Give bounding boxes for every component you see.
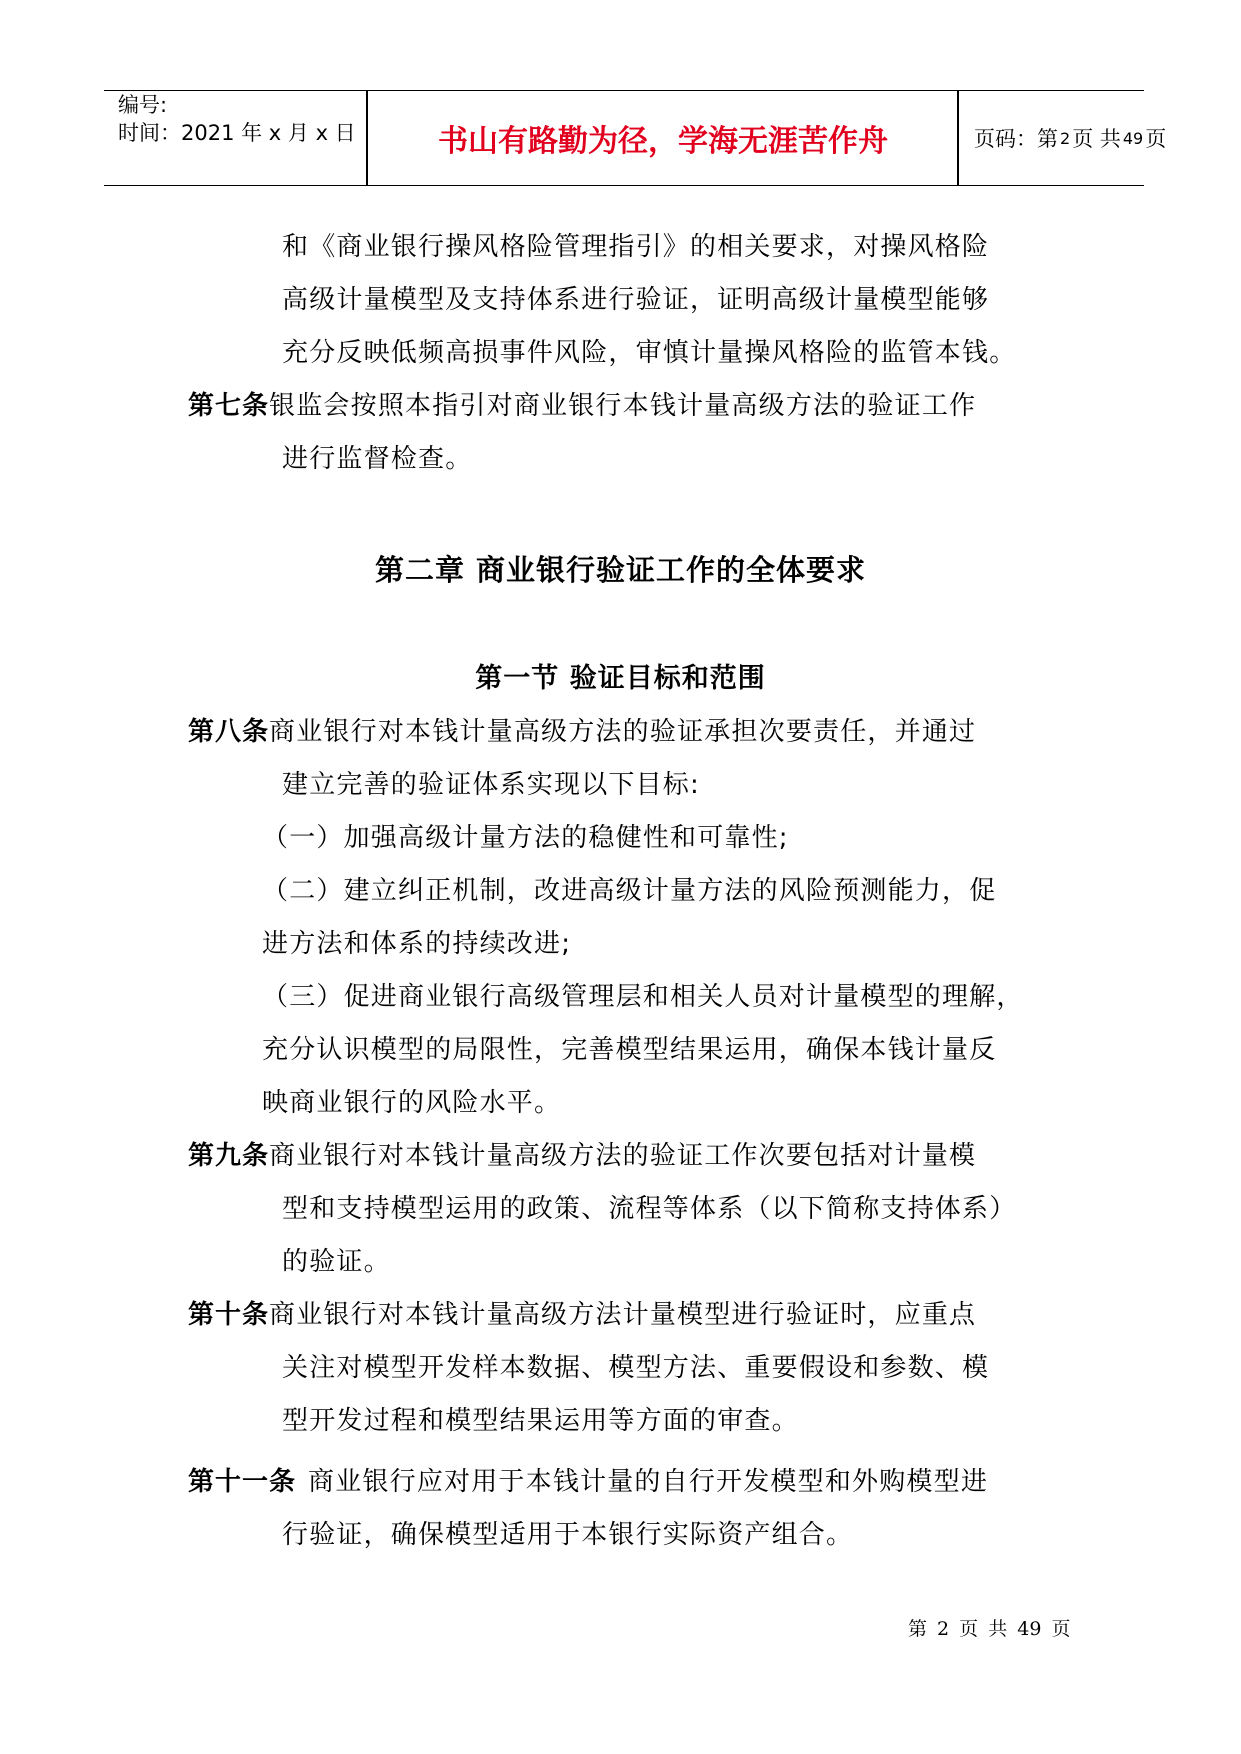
page-prefix: 页码：第 bbox=[974, 127, 1058, 151]
header-meta bbox=[118, 91, 366, 185]
list-item: （一）加强高级计量方法的稳健性和可靠性; bbox=[262, 823, 789, 853]
page-number: 2 bbox=[1060, 128, 1071, 148]
chapter-title: 第二章 商业银行验证工作的全体要求 bbox=[374, 553, 867, 587]
article-label: 第十一条 bbox=[188, 1467, 297, 1497]
number-label: 编号: bbox=[118, 93, 168, 117]
header-motto: 书山有路勤为径，学海无涯苦作舟 bbox=[438, 124, 888, 159]
paragraph-line: 的验证。 bbox=[282, 1247, 391, 1277]
page-footer: 第 2 页 共 49 页 bbox=[908, 1618, 1071, 1640]
article-text: 商业银行对本钱计量高级方法的验证工作次要包括对计量模 bbox=[269, 1141, 977, 1171]
article-text: 银监会按照本指引对商业银行本钱计量高级方法的验证工作 bbox=[269, 391, 977, 421]
time-label: 时间：2021 年 x 月 x 日 bbox=[118, 121, 356, 145]
list-item-continuation: 映商业银行的风险水平。 bbox=[262, 1088, 562, 1118]
list-item-continuation: 进方法和体系的持续改进; bbox=[262, 929, 572, 959]
paragraph-line: 建立完善的验证体系实现以下目标: bbox=[282, 770, 700, 800]
paragraph-line: 型和支持模型运用的政策、流程等体系（以下简称支持体系） bbox=[282, 1194, 1017, 1224]
article-9 bbox=[188, 1135, 976, 1172]
section-title: 第一节 验证目标和范围 bbox=[475, 663, 766, 694]
article-10 bbox=[188, 1294, 976, 1331]
paragraph-line: 关注对模型开发样本数据、模型方法、重要假设和参数、模 bbox=[282, 1353, 990, 1383]
paragraph-line: 型开发过程和模型结果运用等方面的审查。 bbox=[282, 1406, 799, 1436]
list-item: （二）建立纠正机制，改进高级计量方法的风险预测能力，促 bbox=[262, 876, 997, 906]
page-header bbox=[104, 90, 1167, 186]
article-text: 商业银行对本钱计量高级方法计量模型进行验证时，应重点 bbox=[269, 1300, 977, 1330]
article-label: 第十条 bbox=[188, 1300, 270, 1330]
paragraph-line: 和《商业银行操风格险管理指引》的相关要求，对操风格险 bbox=[282, 232, 990, 262]
header-page-info bbox=[974, 91, 1166, 185]
article-8 bbox=[188, 711, 976, 748]
header-divider bbox=[957, 91, 959, 185]
article-text: 商业银行对本钱计量高级方法的验证承担次要责任，并通过 bbox=[269, 717, 977, 747]
article-7 bbox=[188, 385, 976, 422]
article-label: 第九条 bbox=[188, 1141, 270, 1171]
list-item-continuation: 充分认识模型的局限性，完善模型结果运用，确保本钱计量反 bbox=[262, 1035, 997, 1065]
page-mid: 页 共 bbox=[1072, 127, 1121, 151]
page-suffix: 页 bbox=[1145, 127, 1167, 151]
article-label: 第七条 bbox=[188, 391, 270, 421]
paragraph-line: 行验证，确保模型适用于本银行实际资产组合。 bbox=[282, 1520, 854, 1550]
paragraph-line: 充分反映低频高损事件风险，审慎计量操风格险的监管本钱。 bbox=[282, 338, 1017, 368]
article-text: 商业银行应对用于本钱计量的自行开发模型和外购模型进 bbox=[308, 1467, 989, 1497]
page-total: 49 bbox=[1122, 128, 1144, 148]
paragraph-line: 进行监督检查。 bbox=[282, 444, 473, 474]
list-item: （三）促进商业银行高级管理层和相关人员对计量模型的理解， bbox=[262, 982, 1024, 1012]
article-label: 第八条 bbox=[188, 717, 270, 747]
article-11 bbox=[188, 1461, 988, 1498]
paragraph-line: 高级计量模型及支持体系进行验证，证明高级计量模型能够 bbox=[282, 285, 990, 315]
